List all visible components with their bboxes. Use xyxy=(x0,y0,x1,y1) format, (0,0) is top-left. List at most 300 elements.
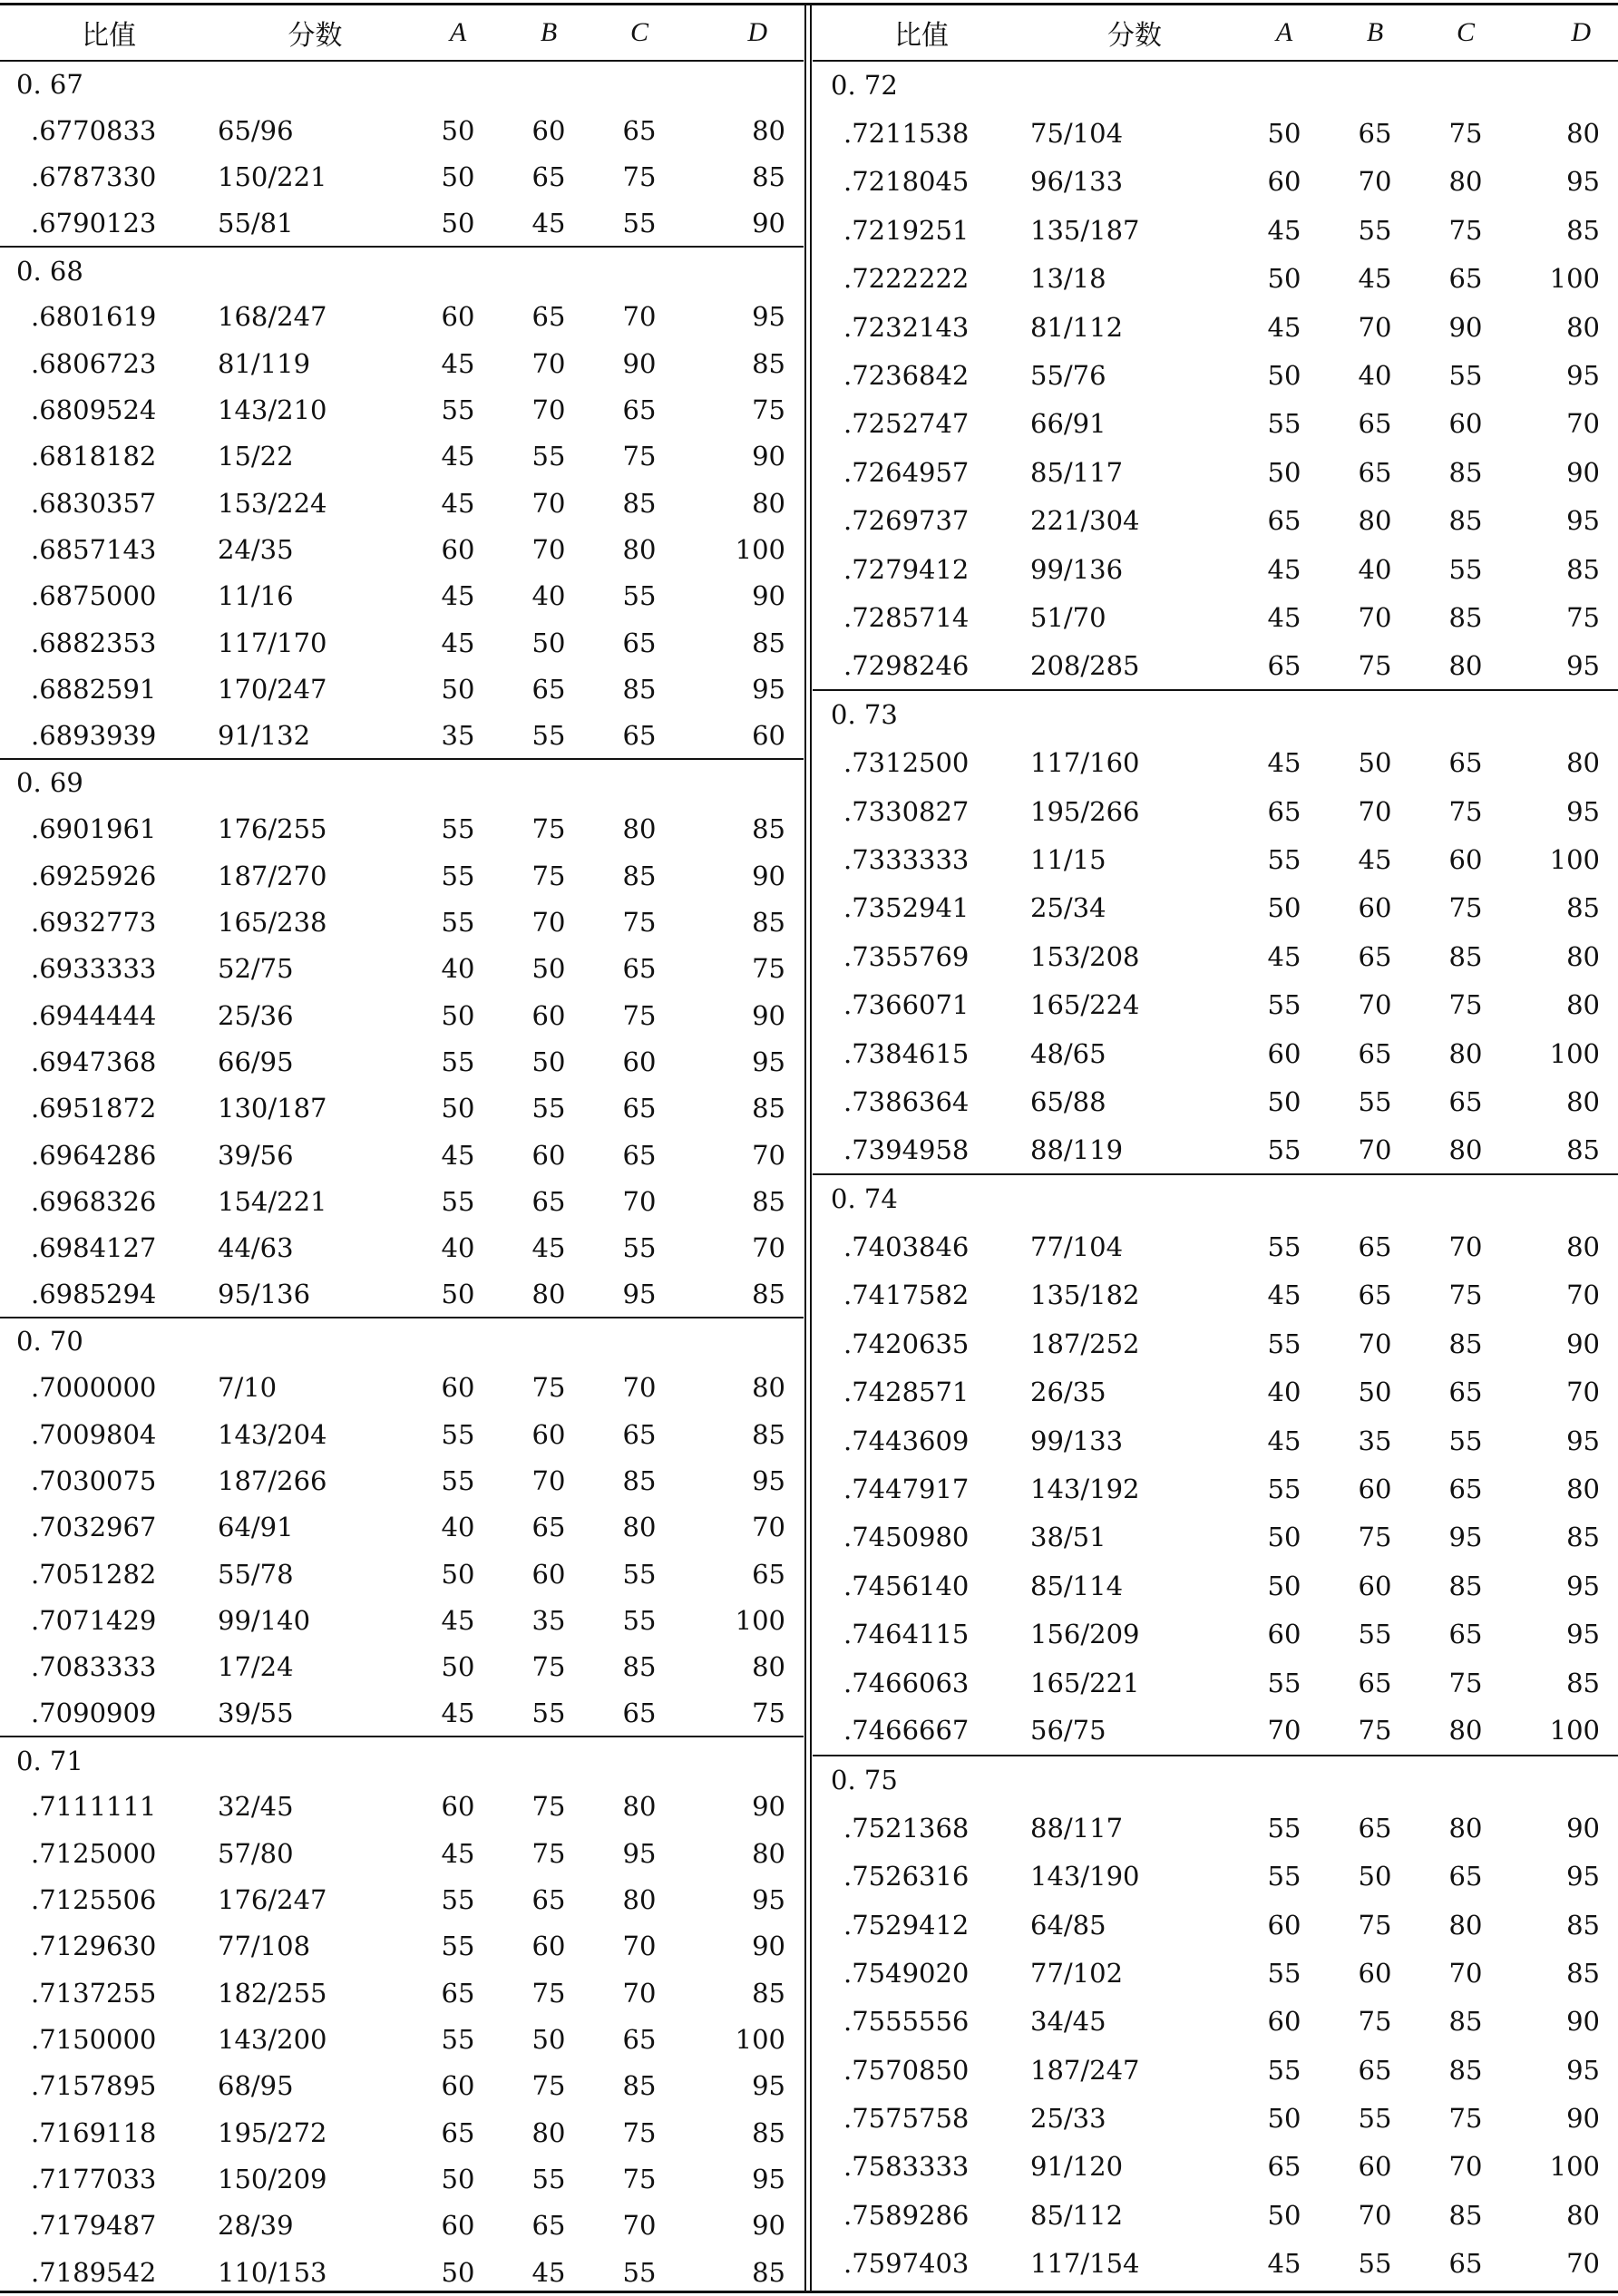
fraction-cell: 135/187 xyxy=(1030,214,1140,246)
b-cell: 70 xyxy=(1358,795,1392,827)
b-cell: 40 xyxy=(1358,553,1392,585)
table-row xyxy=(813,2143,1618,2191)
a-cell: 55 xyxy=(441,906,475,938)
b-cell: 60 xyxy=(1358,2151,1392,2183)
d-cell: 95 xyxy=(752,674,785,705)
b-cell: 80 xyxy=(531,1279,566,1310)
a-cell: 50 xyxy=(441,208,475,239)
c-cell: 85 xyxy=(1448,2199,1483,2231)
a-cell: 50 xyxy=(1267,1522,1301,1553)
c-cell: 70 xyxy=(622,1372,657,1404)
fraction-cell: 28/39 xyxy=(218,2210,294,2242)
a-cell: 45 xyxy=(1267,1425,1301,1456)
d-cell: 85 xyxy=(1566,1909,1600,1941)
d-cell: 85 xyxy=(1566,1133,1600,1165)
d-cell: 80 xyxy=(1566,940,1600,972)
a-cell: 45 xyxy=(1267,940,1301,972)
ratio-cell: .6830357 xyxy=(31,487,157,519)
b-cell: 65 xyxy=(1358,1037,1392,1069)
a-cell: 60 xyxy=(1267,1619,1301,1650)
header-ratio: 比值 xyxy=(813,5,1030,61)
ratio-cell: .6790123 xyxy=(31,208,157,239)
b-cell: 60 xyxy=(1358,1957,1392,1989)
right-ratio-table xyxy=(813,5,1618,2288)
fraction-cell: 52/75 xyxy=(218,953,294,985)
fraction-cell: 55/78 xyxy=(218,1558,294,1590)
fraction-cell: 77/108 xyxy=(218,1931,311,1962)
c-cell: 65 xyxy=(1448,1474,1483,1505)
ratio-cell: .7403846 xyxy=(843,1231,970,1263)
fraction-cell: 55/81 xyxy=(218,208,294,239)
group-header-row xyxy=(0,61,804,107)
header-fraction: 分数 xyxy=(218,5,413,61)
table-row xyxy=(813,1610,1618,1659)
table-row xyxy=(0,433,804,480)
table-row xyxy=(0,1365,804,1411)
a-cell: 55 xyxy=(1267,1133,1301,1165)
b-cell: 40 xyxy=(531,580,566,612)
b-cell: 70 xyxy=(531,394,566,426)
c-cell: 80 xyxy=(1448,1133,1483,1165)
c-cell: 55 xyxy=(1448,360,1483,392)
b-cell: 40 xyxy=(1358,360,1392,392)
table-row xyxy=(0,1038,804,1085)
b-cell: 70 xyxy=(531,906,566,938)
ratio-cell: .7285714 xyxy=(843,601,970,633)
c-cell: 80 xyxy=(1448,649,1483,681)
a-cell: 45 xyxy=(441,1139,475,1171)
header-b: B xyxy=(1330,5,1420,61)
left-ratio-table xyxy=(0,5,804,2296)
a-cell: 55 xyxy=(1267,1812,1301,1844)
ratio-cell: .7443609 xyxy=(843,1425,970,1456)
a-cell: 45 xyxy=(1267,214,1301,246)
c-cell: 85 xyxy=(1448,1570,1483,1601)
ratio-cell: .7570850 xyxy=(843,2054,970,2086)
a-cell: 35 xyxy=(441,719,475,751)
d-cell: 100 xyxy=(735,1605,785,1637)
d-cell: 95 xyxy=(752,1046,785,1077)
table-row xyxy=(813,980,1618,1028)
b-cell: 50 xyxy=(1358,747,1392,779)
d-cell: 90 xyxy=(752,580,785,612)
a-cell: 45 xyxy=(441,347,475,379)
b-cell: 75 xyxy=(1358,649,1392,681)
c-cell: 75 xyxy=(622,441,657,472)
a-cell: 55 xyxy=(441,813,475,845)
b-cell: 60 xyxy=(531,1139,566,1171)
d-cell: 70 xyxy=(1566,1377,1600,1408)
fraction-cell: 26/35 xyxy=(1030,1377,1106,1408)
table-row xyxy=(0,1830,804,1876)
c-cell: 85 xyxy=(1448,456,1483,488)
b-cell: 60 xyxy=(531,1418,566,1450)
b-cell: 75 xyxy=(531,1372,566,1404)
b-cell: 75 xyxy=(531,1837,566,1869)
a-cell: 45 xyxy=(1267,1279,1301,1311)
a-cell: 45 xyxy=(1267,601,1301,633)
table-row xyxy=(813,642,1618,690)
ratio-cell: .6901961 xyxy=(31,813,157,845)
fraction-cell: 65/88 xyxy=(1030,1085,1106,1117)
table-row xyxy=(813,351,1618,399)
ratio-cell: .6882353 xyxy=(31,627,157,658)
d-cell: 90 xyxy=(1566,2006,1600,2038)
fraction-cell: 64/91 xyxy=(218,1512,294,1543)
b-cell: 70 xyxy=(1358,601,1392,633)
d-cell: 80 xyxy=(752,487,785,519)
b-cell: 75 xyxy=(1358,1909,1392,1941)
b-cell: 75 xyxy=(531,1977,566,2009)
fraction-cell: 117/160 xyxy=(1030,747,1140,779)
fraction-cell: 13/18 xyxy=(1030,263,1106,295)
a-cell: 60 xyxy=(1267,1909,1301,1941)
fraction-cell: 154/221 xyxy=(218,1185,327,1217)
table-row xyxy=(0,1132,804,1178)
group-header-row xyxy=(813,61,1618,109)
ratio-cell: .7218045 xyxy=(843,166,970,198)
left-table-panel xyxy=(0,5,804,2291)
fraction-cell: 99/140 xyxy=(218,1605,311,1637)
b-cell: 60 xyxy=(531,999,566,1031)
d-cell: 90 xyxy=(752,208,785,239)
c-cell: 85 xyxy=(1448,505,1483,537)
ratio-cell: .7009804 xyxy=(31,1418,157,1450)
table-row xyxy=(0,1085,804,1132)
d-cell: 75 xyxy=(752,1698,785,1729)
ratio-cell: .6951872 xyxy=(31,1093,157,1124)
c-cell: 60 xyxy=(622,1046,657,1077)
a-cell: 50 xyxy=(1267,263,1301,295)
b-cell: 55 xyxy=(1358,2248,1392,2280)
fraction-cell: 85/117 xyxy=(1030,456,1124,488)
table-row xyxy=(813,1561,1618,1610)
d-cell: 80 xyxy=(1566,747,1600,779)
c-cell: 65 xyxy=(622,394,657,426)
d-cell: 90 xyxy=(752,441,785,472)
fraction-cell: 143/192 xyxy=(1030,1474,1140,1505)
a-cell: 60 xyxy=(1267,166,1301,198)
a-cell: 65 xyxy=(1267,505,1301,537)
b-cell: 50 xyxy=(1358,1861,1392,1892)
ratio-cell: .7521368 xyxy=(843,1812,970,1844)
b-cell: 65 xyxy=(1358,1812,1392,1844)
ratio-cell: .6882591 xyxy=(31,674,157,705)
ratio-cell: .6964286 xyxy=(31,1139,157,1171)
fraction-cell: 39/56 xyxy=(218,1139,294,1171)
ratio-cell: .6985294 xyxy=(31,1279,157,1310)
ratio-cell: .6984127 xyxy=(31,1232,157,1264)
d-cell: 80 xyxy=(1566,1474,1600,1505)
table-row xyxy=(813,109,1618,157)
d-cell: 85 xyxy=(752,1093,785,1124)
a-cell: 65 xyxy=(1267,2151,1301,2183)
c-cell: 70 xyxy=(622,301,657,333)
b-cell: 45 xyxy=(531,208,566,239)
d-cell: 90 xyxy=(1566,456,1600,488)
a-cell: 40 xyxy=(441,953,475,985)
c-cell: 65 xyxy=(622,627,657,658)
fraction-cell: 130/187 xyxy=(218,1093,327,1124)
b-cell: 65 xyxy=(1358,408,1392,440)
c-cell: 80 xyxy=(1448,1909,1483,1941)
ratio-cell: .7352941 xyxy=(843,892,970,924)
fraction-cell: 143/190 xyxy=(1030,1861,1140,1892)
c-cell: 65 xyxy=(1448,1377,1483,1408)
fraction-cell: 195/272 xyxy=(218,2116,327,2148)
header-b: B xyxy=(503,5,594,61)
ratio-cell: .7464115 xyxy=(843,1619,970,1650)
c-cell: 75 xyxy=(622,2116,657,2148)
ratio-cell: .7000000 xyxy=(31,1372,157,1404)
b-cell: 55 xyxy=(1358,214,1392,246)
b-cell: 75 xyxy=(531,860,566,891)
table-row xyxy=(813,1949,1618,1997)
ratio-cell: .7032967 xyxy=(31,1512,157,1543)
d-cell: 95 xyxy=(1566,2054,1600,2086)
d-cell: 95 xyxy=(1566,649,1600,681)
table-row xyxy=(0,154,804,200)
fraction-cell: 57/80 xyxy=(218,1837,294,1869)
table-row xyxy=(0,992,804,1038)
table-row xyxy=(813,1852,1618,1900)
ratio-cell: .7083333 xyxy=(31,1651,157,1683)
a-cell: 50 xyxy=(1267,360,1301,392)
d-cell: 95 xyxy=(1566,1861,1600,1892)
c-cell: 75 xyxy=(1448,1279,1483,1311)
b-cell: 55 xyxy=(531,441,566,472)
fraction-cell: 150/221 xyxy=(218,161,327,193)
d-cell: 80 xyxy=(1566,311,1600,343)
ratio-cell: .6944444 xyxy=(31,999,157,1031)
right-table-body xyxy=(813,61,1618,2288)
d-cell: 85 xyxy=(752,627,785,658)
fraction-cell: 55/76 xyxy=(1030,360,1106,392)
ratio-cell: .7386364 xyxy=(843,1085,970,1117)
fraction-cell: 165/238 xyxy=(218,906,327,938)
d-cell: 95 xyxy=(752,2164,785,2195)
ratio-cell: .7447917 xyxy=(843,1474,970,1505)
a-cell: 55 xyxy=(441,1464,475,1496)
b-cell: 65 xyxy=(1358,1279,1392,1311)
header-a: A xyxy=(413,5,503,61)
ratio-cell: .6818182 xyxy=(31,441,157,472)
group-label: 0. 72 xyxy=(831,70,898,102)
table-row xyxy=(0,340,804,386)
d-cell: 95 xyxy=(752,2070,785,2102)
fraction-cell: 99/133 xyxy=(1030,1425,1124,1456)
a-cell: 55 xyxy=(441,394,475,426)
fraction-cell: 168/247 xyxy=(218,301,327,333)
table-row xyxy=(0,1784,804,1830)
b-cell: 70 xyxy=(1358,166,1392,198)
fraction-cell: 66/91 xyxy=(1030,408,1106,440)
fraction-cell: 56/75 xyxy=(1030,1715,1106,1746)
left-header-row xyxy=(0,5,804,61)
table-row xyxy=(0,1178,804,1224)
b-cell: 75 xyxy=(1358,1715,1392,1746)
ratio-cell: .7030075 xyxy=(31,1464,157,1496)
d-cell: 95 xyxy=(1566,1425,1600,1456)
ratio-cell: .7269737 xyxy=(843,505,970,537)
c-cell: 85 xyxy=(622,860,657,891)
b-cell: 55 xyxy=(1358,1619,1392,1650)
fraction-cell: 25/33 xyxy=(1030,2103,1106,2135)
fraction-cell: 75/104 xyxy=(1030,118,1124,150)
ratio-cell: .7137255 xyxy=(31,1977,157,2009)
d-cell: 85 xyxy=(1566,1957,1600,1989)
d-cell: 85 xyxy=(752,813,785,845)
header-a: A xyxy=(1239,5,1330,61)
header-d: D xyxy=(1511,5,1618,61)
a-cell: 45 xyxy=(441,1605,475,1637)
table-row xyxy=(0,2249,804,2295)
a-cell: 55 xyxy=(1267,1328,1301,1359)
b-cell: 70 xyxy=(531,534,566,566)
b-cell: 70 xyxy=(531,487,566,519)
ratio-cell: .6809524 xyxy=(31,394,157,426)
table-row xyxy=(813,1998,1618,2046)
table-row xyxy=(0,1411,804,1457)
ratio-cell: .7264957 xyxy=(843,456,970,488)
d-cell: 80 xyxy=(1566,1085,1600,1117)
b-cell: 80 xyxy=(531,2116,566,2148)
c-cell: 85 xyxy=(1448,2006,1483,2038)
fraction-cell: 143/210 xyxy=(218,394,327,426)
fraction-cell: 96/133 xyxy=(1030,166,1124,198)
ratio-cell: .6806723 xyxy=(31,347,157,379)
b-cell: 55 xyxy=(1358,1085,1392,1117)
c-cell: 95 xyxy=(622,1279,657,1310)
b-cell: 65 xyxy=(531,2210,566,2242)
table-row xyxy=(813,545,1618,593)
fraction-cell: 110/153 xyxy=(218,2256,327,2288)
d-cell: 70 xyxy=(752,1139,785,1171)
table-row xyxy=(813,1319,1618,1367)
a-cell: 50 xyxy=(1267,2103,1301,2135)
fraction-cell: 39/55 xyxy=(218,1698,294,1729)
fraction-cell: 182/255 xyxy=(218,1977,327,2009)
d-cell: 95 xyxy=(1566,1619,1600,1650)
ratio-cell: .7298246 xyxy=(843,649,970,681)
b-cell: 65 xyxy=(1358,1667,1392,1698)
c-cell: 55 xyxy=(1448,1425,1483,1456)
fraction-cell: 117/154 xyxy=(1030,2248,1140,2280)
group-header-row xyxy=(813,1174,1618,1222)
b-cell: 50 xyxy=(531,1046,566,1077)
ratio-cell: .7333333 xyxy=(843,843,970,875)
table-row xyxy=(0,107,804,153)
ratio-cell: .7420635 xyxy=(843,1328,970,1359)
a-cell: 60 xyxy=(441,1791,475,1823)
b-cell: 55 xyxy=(531,1093,566,1124)
table-row xyxy=(0,1923,804,1970)
group-header-row xyxy=(0,1318,804,1364)
ratio-cell: .7222222 xyxy=(843,263,970,295)
b-cell: 75 xyxy=(531,2070,566,2102)
c-cell: 70 xyxy=(1448,1957,1483,1989)
c-cell: 75 xyxy=(622,161,657,193)
a-cell: 55 xyxy=(1267,1231,1301,1263)
table-row xyxy=(813,1707,1618,1755)
a-cell: 55 xyxy=(441,1185,475,1217)
a-cell: 40 xyxy=(441,1232,475,1264)
a-cell: 65 xyxy=(441,1977,475,2009)
ratio-cell: .7597403 xyxy=(843,2248,970,2280)
table-row xyxy=(0,386,804,433)
ratio-cell: .7456140 xyxy=(843,1570,970,1601)
b-cell: 65 xyxy=(1358,118,1392,150)
ratio-cell: .7125000 xyxy=(31,1837,157,1869)
b-cell: 70 xyxy=(1358,1133,1392,1165)
a-cell: 50 xyxy=(1267,892,1301,924)
ratio-cell: .7466063 xyxy=(843,1667,970,1698)
fraction-cell: 44/63 xyxy=(218,1232,294,1264)
d-cell: 85 xyxy=(752,1977,785,2009)
d-cell: 100 xyxy=(1549,263,1600,295)
table-row xyxy=(813,303,1618,351)
ratio-cell: .7129630 xyxy=(31,1931,157,1962)
fraction-cell: 165/221 xyxy=(1030,1667,1140,1698)
ratio-cell: .6875000 xyxy=(31,580,157,612)
ratio-cell: .7211538 xyxy=(843,118,970,150)
table-row xyxy=(813,1901,1618,1949)
fraction-cell: 24/35 xyxy=(218,534,294,566)
c-cell: 85 xyxy=(1448,1328,1483,1359)
d-cell: 85 xyxy=(752,1279,785,1310)
a-cell: 40 xyxy=(1267,1377,1301,1408)
b-cell: 45 xyxy=(531,2256,566,2288)
table-row xyxy=(0,1504,804,1551)
b-cell: 65 xyxy=(531,674,566,705)
c-cell: 60 xyxy=(1448,843,1483,875)
fraction-cell: 117/170 xyxy=(218,627,327,658)
c-cell: 65 xyxy=(622,1139,657,1171)
c-cell: 85 xyxy=(622,1651,657,1683)
table-row xyxy=(0,852,804,899)
a-cell: 60 xyxy=(441,2210,475,2242)
a-cell: 50 xyxy=(441,115,475,147)
d-cell: 90 xyxy=(1566,1328,1600,1359)
a-cell: 45 xyxy=(1267,2248,1301,2280)
table-row xyxy=(813,1464,1618,1513)
d-cell: 80 xyxy=(1566,1231,1600,1263)
a-cell: 50 xyxy=(441,161,475,193)
a-cell: 50 xyxy=(441,1279,475,1310)
d-cell: 90 xyxy=(752,2210,785,2242)
d-cell: 80 xyxy=(752,115,785,147)
a-cell: 45 xyxy=(441,1837,475,1869)
ratio-cell: .6947368 xyxy=(31,1046,157,1077)
ratio-cell: .7355769 xyxy=(843,940,970,972)
fraction-cell: 11/16 xyxy=(218,580,294,612)
b-cell: 65 xyxy=(1358,1231,1392,1263)
d-cell: 60 xyxy=(752,719,785,751)
header-fraction: 分数 xyxy=(1030,5,1239,61)
group-label: 0. 68 xyxy=(0,247,804,293)
table-row xyxy=(813,1804,1618,1852)
c-cell: 75 xyxy=(622,999,657,1031)
ratio-cell: .6925926 xyxy=(31,860,157,891)
c-cell: 55 xyxy=(622,1232,657,1264)
b-cell: 60 xyxy=(1358,1474,1392,1505)
table-row xyxy=(0,946,804,992)
a-cell: 60 xyxy=(441,2070,475,2102)
d-cell: 100 xyxy=(1549,2151,1600,2183)
table-row xyxy=(813,787,1618,835)
fraction-cell: 66/95 xyxy=(218,1046,294,1077)
d-cell: 90 xyxy=(752,1931,785,1962)
